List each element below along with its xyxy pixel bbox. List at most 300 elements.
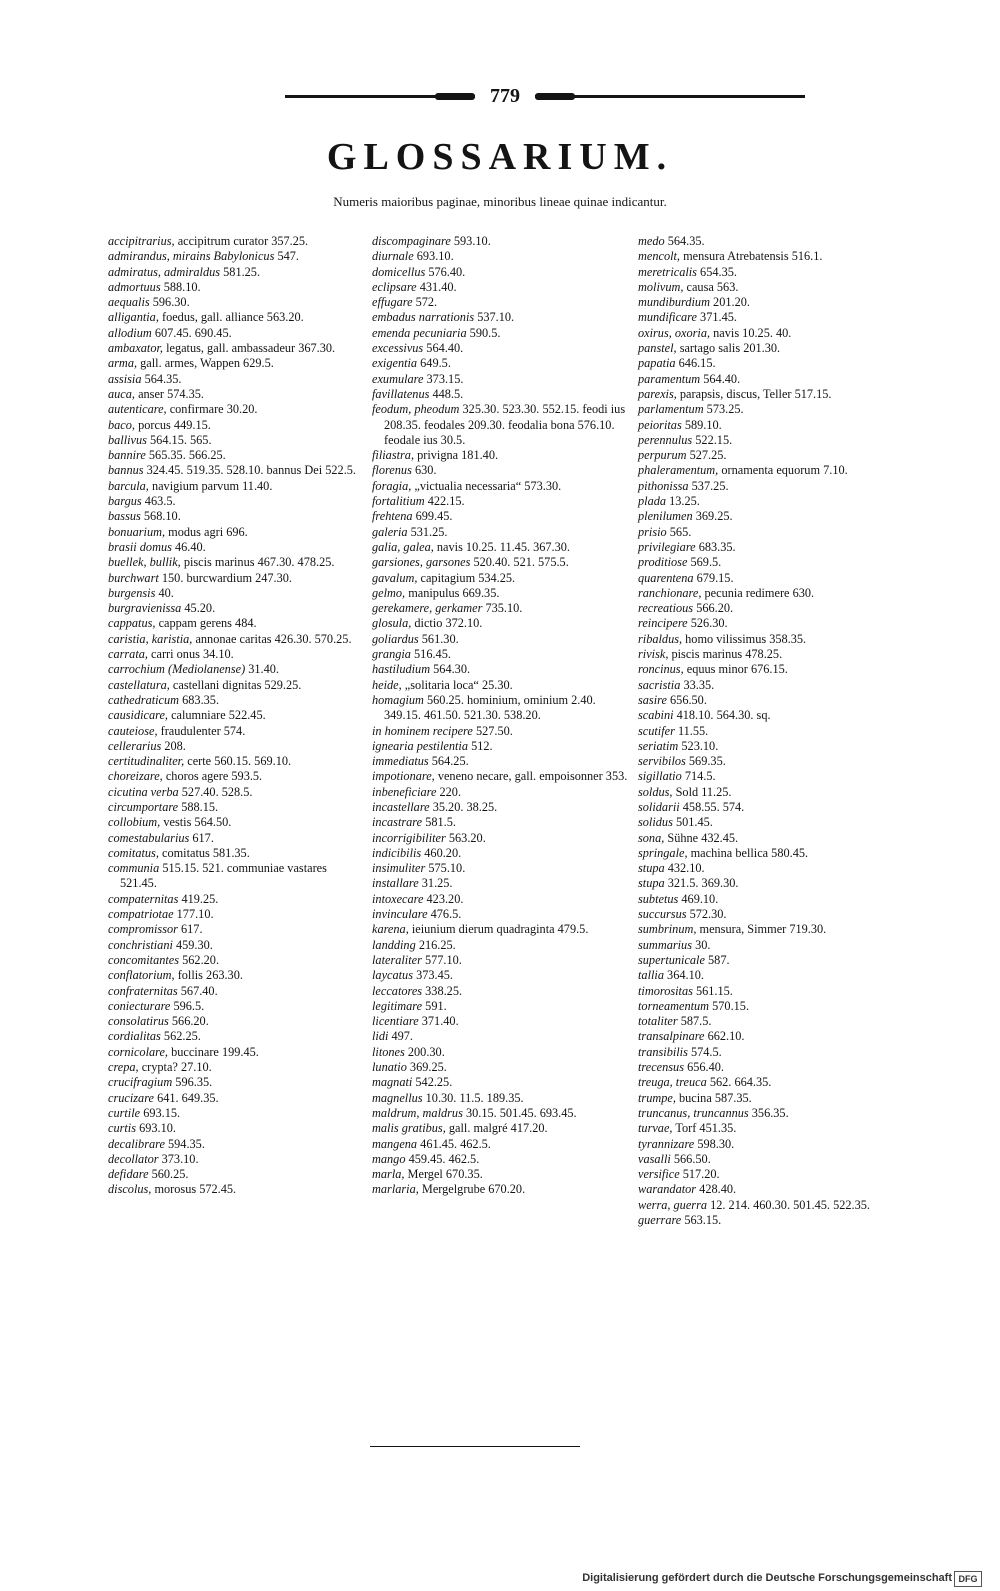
entry-term: indicibilis — [372, 845, 422, 860]
entry-definition: Sold 11.25. — [675, 784, 732, 799]
entry-term: mango — [372, 1151, 406, 1166]
glossary-entry — [372, 616, 630, 631]
glossary-entry — [638, 968, 896, 983]
entry-term: mangena — [372, 1136, 418, 1151]
entry-definition: Sühne 432.45. — [667, 830, 739, 845]
glossary-entry — [372, 586, 630, 601]
glossary-entry — [108, 693, 366, 708]
glossary-entry — [638, 831, 896, 846]
entry-definition: 523.10. — [681, 738, 719, 753]
entry-definition: 527.50. — [475, 723, 513, 738]
entry-term: bargus — [108, 494, 142, 509]
entry-definition: 641. 649.35. — [157, 1090, 219, 1105]
glossary-entry — [108, 953, 366, 968]
entry-term: coniecturare — [108, 998, 171, 1013]
entry-term: summarius — [638, 937, 692, 952]
entry-term: licentiare — [372, 1014, 419, 1029]
glossary-entry — [108, 907, 366, 922]
entry-term: succursus — [638, 907, 687, 922]
glossary-entry — [638, 1121, 896, 1136]
column-middle — [372, 234, 630, 1198]
entry-definition: 590.5. — [469, 325, 501, 340]
glossary-entry — [372, 494, 630, 509]
entry-term: glosula, — [372, 616, 412, 631]
entry-term: papatia — [638, 356, 676, 371]
entry-term: filiastra, — [372, 448, 415, 463]
glossary-entry — [638, 280, 896, 295]
entry-definition: 574.5. — [690, 1044, 722, 1059]
entry-definition: 572. — [415, 295, 438, 310]
entry-term: defidare — [108, 1167, 149, 1182]
glossary-entry — [108, 800, 366, 815]
glossary-entry — [372, 724, 630, 739]
glossary-entry — [638, 1198, 896, 1213]
glossary-entry — [638, 249, 896, 264]
entry-term: pithonissa — [638, 478, 689, 493]
entry-definition: 369.25. — [409, 1060, 447, 1075]
entry-definition: 30.15. 501.45. 693.45. — [465, 1105, 577, 1120]
entry-definition: 589.10. — [684, 417, 722, 432]
glossary-entry — [638, 387, 896, 402]
entry-definition: 561.30. — [421, 631, 459, 646]
entry-term: peioritas — [638, 417, 682, 432]
entry-definition: 371.40. — [421, 1014, 459, 1029]
entry-definition: 563.15. — [684, 1213, 722, 1227]
entry-term: ballivus — [108, 432, 147, 447]
glossary-entry — [638, 1029, 896, 1044]
entry-term: caristia, karistia, — [108, 631, 193, 646]
entry-definition: 569.35. — [688, 754, 726, 769]
entry-term: scabini — [638, 708, 674, 723]
entry-term: cordialitas — [108, 1029, 161, 1044]
entry-term: compatriotae — [108, 907, 174, 922]
glossary-entry — [108, 494, 366, 509]
subtitle: Numeris maioribus paginae, minoribus lineae quinae indicantur. — [333, 194, 667, 209]
glossary-entry — [638, 724, 896, 739]
entry-definition: Mergelgrube 670.20. — [421, 1182, 526, 1197]
glossary-entry — [372, 831, 630, 846]
entry-term: supertunicale — [638, 952, 705, 967]
entry-definition: 596.30. — [152, 295, 190, 310]
entry-term: trumpe, — [638, 1090, 676, 1105]
entry-definition: 501.45. — [675, 815, 713, 830]
entry-term: cathedraticum — [108, 692, 180, 707]
entry-definition: 321.5. 369.30. — [667, 876, 739, 891]
entry-term: bannus — [108, 463, 144, 478]
glossary-entry — [372, 678, 630, 693]
entry-term: assisia — [108, 371, 142, 386]
entry-term: mundificare — [638, 310, 697, 325]
glossary-entry — [638, 372, 896, 387]
glossary-entry — [638, 1182, 896, 1197]
entry-definition: porcus 449.15. — [138, 417, 211, 432]
entry-definition: 568.10. — [143, 509, 181, 524]
entry-term: compaternitas — [108, 891, 179, 906]
glossary-entry — [372, 280, 630, 295]
glossary-entry — [108, 356, 366, 371]
entry-definition: 12. 214. 460.30. 501.45. 522.35. — [710, 1197, 870, 1212]
glossary-entry — [372, 310, 630, 325]
entry-definition: 564.35. — [144, 371, 182, 386]
glossary-entry — [638, 693, 896, 708]
glossary-entry — [638, 1091, 896, 1106]
glossary-entry — [108, 1152, 366, 1167]
entry-term: comestabularius — [108, 830, 190, 845]
entry-term: installare — [372, 876, 419, 891]
entry-term: cicutina verba — [108, 784, 179, 799]
glossary-entry — [638, 310, 896, 325]
glossary-entry — [108, 1137, 366, 1152]
entry-term: plenilumen — [638, 509, 693, 524]
glossary-entry — [372, 769, 630, 784]
entry-term: springale, — [638, 845, 688, 860]
entry-term: excessivus — [372, 341, 424, 356]
entry-definition: 373.10. — [161, 1151, 199, 1166]
glossary-entry — [108, 387, 366, 402]
entry-term: sumbrinum, — [638, 922, 697, 937]
glossary-entry — [372, 632, 630, 647]
glossary-entry — [108, 632, 366, 647]
entry-term: hastiludium — [372, 662, 431, 677]
entry-definition: accipitrum curator 357.25. — [177, 234, 309, 248]
entry-definition: 428.40. — [699, 1182, 737, 1197]
entry-definition: 448.5. — [432, 386, 464, 401]
glossary-entry — [638, 326, 896, 341]
glossary-entry — [372, 907, 630, 922]
entry-term: solidus — [638, 815, 673, 830]
entry-definition: 563.20. — [448, 830, 486, 845]
glossary-entry — [372, 953, 630, 968]
glossary-entry — [108, 448, 366, 463]
entry-definition: 458.55. 574. — [682, 799, 745, 814]
entry-term: feodum, pheodum — [372, 402, 460, 417]
entry-definition: calumniare 522.45. — [171, 708, 266, 723]
glossary-entry — [108, 647, 366, 662]
entry-term: consolatirus — [108, 1014, 169, 1029]
entry-term: gelmo, — [372, 585, 406, 600]
entry-term: choreizare, — [108, 769, 163, 784]
entry-definition: 693.10. — [139, 1121, 176, 1136]
entry-term: barcula, — [108, 478, 149, 493]
entry-definition: capitagium 534.25. — [420, 570, 516, 585]
glossary-entry — [108, 310, 366, 325]
glossary-entry — [108, 265, 366, 280]
entry-term: prisio — [638, 524, 667, 539]
entry-definition: 35.20. 38.25. — [432, 799, 498, 814]
entry-definition: confirmare 30.20. — [169, 402, 258, 417]
entry-term: immediatus — [372, 754, 429, 769]
glossary-entry — [638, 922, 896, 937]
entry-definition: 476.5. — [430, 907, 462, 922]
entry-term: accipitrarius, — [108, 234, 175, 248]
glossary-entry — [638, 953, 896, 968]
entry-definition: navigium parvum 11.40. — [151, 478, 273, 493]
entry-definition: 572.30. — [689, 907, 727, 922]
glossary-entry — [108, 1075, 366, 1090]
column-right — [638, 234, 896, 1228]
glossary-entry — [108, 984, 366, 999]
glossary-entry — [372, 800, 630, 815]
entry-definition: 459.30. — [175, 937, 213, 952]
entry-definition: 588.10. — [163, 279, 201, 294]
page-title: GLOSSARIUM. — [326, 136, 674, 178]
entry-term: comitatus, — [108, 845, 159, 860]
entry-term: lunatio — [372, 1060, 407, 1075]
glossary-entry — [638, 632, 896, 647]
glossary-entry — [108, 555, 366, 570]
entry-term: seriatim — [638, 738, 679, 753]
entry-term: sona, — [638, 830, 665, 845]
glossary-entry — [372, 647, 630, 662]
glossary-entry — [372, 479, 630, 494]
entry-term: marlaria, — [372, 1182, 419, 1197]
entry-definition: 371.45. — [700, 310, 737, 325]
entry-definition: mensura Atrebatensis 516.1. — [683, 249, 823, 264]
glossary-entry — [638, 616, 896, 631]
entry-term: carrochium (Mediolanense) — [108, 662, 246, 677]
entry-term: meretricalis — [638, 264, 697, 279]
entry-term: invinculare — [372, 907, 428, 922]
glossary-entry — [108, 1167, 366, 1182]
dfg-logo: DFG — [954, 1571, 982, 1587]
entry-term: bassus — [108, 509, 141, 524]
bottom-rule — [370, 1446, 580, 1447]
entry-term: frehtena — [372, 509, 413, 524]
entry-definition: navis 10.25. 40. — [713, 325, 792, 340]
entry-term: roncinus, — [638, 662, 684, 677]
entry-definition: 565. — [669, 524, 692, 539]
entry-term: tallia — [638, 968, 664, 983]
entry-definition: bucina 587.35. — [679, 1090, 752, 1105]
entry-definition: pecunia redimere 630. — [704, 585, 815, 600]
entry-definition: 177.10. — [176, 907, 214, 922]
glossary-entry — [108, 1121, 366, 1136]
glossary-entry — [108, 341, 366, 356]
entry-term: turvae, — [638, 1121, 673, 1136]
entry-term: phaleramentum, — [638, 463, 719, 478]
entry-term: scutifer — [638, 723, 675, 738]
glossary-entry — [638, 1045, 896, 1060]
glossary-entry — [638, 999, 896, 1014]
entry-definition: 431.40. — [419, 279, 457, 294]
glossary-entry — [372, 1152, 630, 1167]
entry-definition: machina bellica 580.45. — [690, 845, 809, 860]
entry-term: rivisk, — [638, 647, 669, 662]
glossary-entry — [108, 1106, 366, 1121]
entry-definition: 373.45. — [416, 968, 453, 983]
entry-definition: carri onus 34.10. — [151, 647, 234, 662]
entry-definition: 40. — [158, 585, 174, 600]
entry-term: emenda pecuniaria — [372, 325, 467, 340]
entry-term: grangia — [372, 647, 411, 662]
entry-term: leccatores — [372, 983, 423, 998]
glossary-entry — [372, 295, 630, 310]
entry-term: ribaldus, — [638, 631, 683, 646]
entry-definition: 324.45. 519.35. 528.10. bannus Dei 522.5. — [146, 463, 356, 478]
glossary-entry — [638, 1213, 896, 1228]
entry-definition: 561.15. — [695, 983, 733, 998]
glossary-entry — [372, 1137, 630, 1152]
glossary-entry — [372, 999, 630, 1014]
entry-definition: 369.25. — [695, 509, 733, 524]
entry-term: galia, galea, — [372, 539, 434, 554]
glossary-entry — [638, 1014, 896, 1029]
entry-definition: 562.20. — [182, 952, 220, 967]
entry-definition: 33.35. — [683, 677, 715, 692]
glossary-entry — [372, 1075, 630, 1090]
glossary-entry — [108, 999, 366, 1014]
glossary-entry — [372, 1121, 630, 1136]
entry-term: admortuus — [108, 279, 161, 294]
entry-term: vasalli — [638, 1151, 671, 1166]
entry-definition: equus minor 676.15. — [686, 662, 788, 677]
entry-definition: 13.25. — [669, 494, 700, 509]
entry-definition: 575.10. — [428, 861, 466, 876]
entry-definition: 201.20. — [713, 295, 750, 310]
entry-definition: 325.30. 523.30. 552.15. feodi ius 208.35. feodales 209.30. feodalia bona 576.10. feodale ius 30.5. — [384, 402, 626, 447]
entry-term: effugare — [372, 295, 413, 310]
glossary-entry — [108, 1045, 366, 1060]
entry-definition: anser 574.35. — [138, 386, 204, 401]
entry-definition: 735.10. — [485, 601, 523, 616]
entry-definition: 418.10. 564.30. sq. — [676, 708, 771, 723]
glossary-entry — [372, 922, 630, 937]
entry-term: proditiose — [638, 555, 688, 570]
glossary-entry — [372, 861, 630, 876]
entry-definition: 564.40. — [426, 341, 464, 356]
rule-left — [285, 95, 475, 98]
entry-term: heide, — [372, 677, 402, 692]
glossary-entry — [638, 708, 896, 723]
entry-definition: 531.25. — [410, 524, 448, 539]
entry-definition: 564.15. 565. — [150, 432, 212, 447]
entry-definition: 593.10. — [453, 234, 491, 248]
entry-term: admiratus, admiraldus — [108, 264, 221, 279]
entry-definition: legatus, gall. ambassadeur 367.30. — [166, 341, 336, 356]
glossary-entry — [108, 769, 366, 784]
entry-term: alligantia, — [108, 310, 159, 325]
glossary-entry — [638, 861, 896, 876]
glossary-entry — [372, 448, 630, 463]
entry-definition: 567.40. — [180, 983, 218, 998]
glossary-entry — [638, 678, 896, 693]
entry-definition: 432.10. — [667, 861, 705, 876]
entry-definition: Mergel 670.35. — [407, 1167, 483, 1182]
entry-term: collobium, — [108, 815, 161, 830]
entry-definition: 460.20. — [424, 845, 462, 860]
entry-term: stupa — [638, 861, 665, 876]
entry-definition: 45.20. — [184, 601, 216, 616]
glossary-entry — [108, 1091, 366, 1106]
entry-term: ambaxator, — [108, 341, 163, 356]
entry-definition: 598.30. — [697, 1136, 735, 1151]
glossary-entry — [108, 846, 366, 861]
entry-term: crucizare — [108, 1090, 154, 1105]
glossary-entry — [372, 571, 630, 586]
entry-definition: 617. — [192, 830, 214, 845]
glossary-entry — [372, 234, 630, 249]
entry-definition: piscis marinus 467.30. 478.25. — [183, 555, 335, 570]
glossary-entry — [372, 402, 630, 448]
entry-definition: 683.35. — [182, 692, 220, 707]
glossary-entry — [638, 1060, 896, 1075]
entry-definition: annonae caritas 426.30. 570.25. — [195, 631, 352, 646]
entry-definition: 31.40. — [248, 662, 279, 677]
entry-definition: 679.15. — [696, 570, 734, 585]
glossary-entry — [108, 785, 366, 800]
entry-definition: privigna 181.40. — [417, 448, 499, 463]
entry-term: warandator — [638, 1182, 697, 1197]
entry-definition: „solitaria loca“ 25.30. — [404, 677, 513, 692]
glossary-entry — [372, 601, 630, 616]
entry-definition: 654.35. — [700, 264, 737, 279]
entry-definition: 646.15. — [678, 356, 716, 371]
glossary-entry — [108, 234, 366, 249]
glossary-entry — [638, 601, 896, 616]
glossary-entry — [108, 525, 366, 540]
entry-term: goliardus — [372, 631, 419, 646]
entry-definition: 338.25. — [425, 983, 463, 998]
entry-term: impotionare, — [372, 769, 435, 784]
entry-term: crucifragium — [108, 1075, 173, 1090]
glossary-entry — [108, 280, 366, 295]
entry-definition: 630. — [414, 463, 437, 478]
entry-term: florenus — [372, 463, 412, 478]
entry-definition: 200.30. — [407, 1044, 445, 1059]
glossary-entry — [372, 754, 630, 769]
glossary-entry — [638, 1106, 896, 1121]
entry-term: discompaginare — [372, 234, 451, 248]
entry-term: cappatus, — [108, 616, 156, 631]
entry-definition: 587.5. — [680, 1014, 712, 1029]
entry-term: castellatura, — [108, 677, 170, 692]
glossary-entry — [638, 525, 896, 540]
entry-term: in hominem recipere — [372, 723, 473, 738]
entry-term: autenticare, — [108, 402, 167, 417]
glossary-entry — [638, 984, 896, 999]
glossary-entry — [638, 509, 896, 524]
entry-term: incastrare — [372, 815, 423, 830]
glossary-entry — [638, 448, 896, 463]
entry-definition: certe 560.15. 569.10. — [187, 754, 292, 769]
entry-term: cauteiose, — [108, 723, 158, 738]
entry-term: baco, — [108, 417, 135, 432]
entry-definition: 565.35. 566.25. — [148, 448, 226, 463]
entry-definition: 459.45. 462.5. — [408, 1151, 480, 1166]
entry-term: arma, — [108, 356, 138, 371]
entry-term: parlamentum — [638, 402, 704, 417]
glossary-entry — [372, 1029, 630, 1044]
glossary-entry — [372, 1091, 630, 1106]
glossary-entry — [372, 1182, 630, 1197]
entry-definition: 570.15. — [712, 998, 750, 1013]
entry-definition: 461.45. 462.5. — [420, 1136, 491, 1151]
entry-term: confraternitas — [108, 983, 178, 998]
glossary-entry — [372, 693, 630, 724]
entry-term: quarentena — [638, 570, 694, 585]
entry-definition: 208. — [164, 738, 186, 753]
glossary-entry — [638, 1167, 896, 1182]
glossary-entry — [638, 1075, 896, 1090]
glossary-entry — [638, 769, 896, 784]
entry-term: diurnale — [372, 249, 414, 264]
entry-term: solidarii — [638, 799, 680, 814]
glossary-entry — [638, 662, 896, 677]
entry-definition: causa 563. — [686, 279, 739, 294]
glossary-entry — [108, 922, 366, 937]
entry-term: ranchionare, — [638, 585, 702, 600]
entry-definition: 649.5. — [420, 356, 451, 371]
